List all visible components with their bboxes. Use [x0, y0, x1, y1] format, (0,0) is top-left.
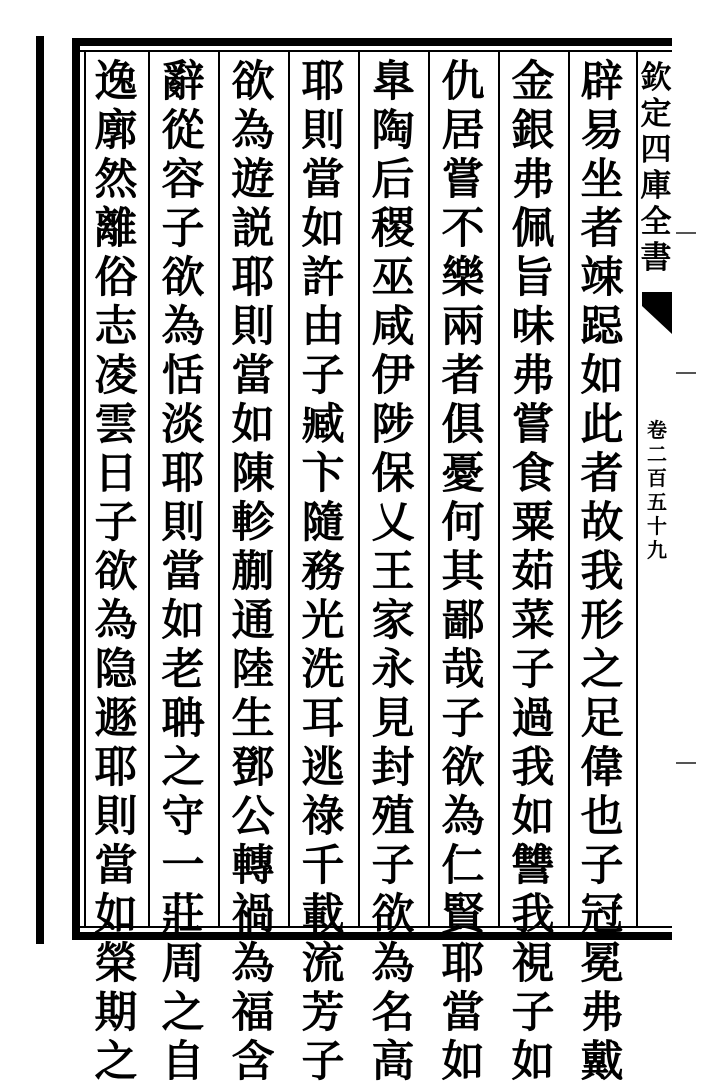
- volume-char: 十: [647, 514, 667, 538]
- text-char: 軫: [231, 498, 275, 548]
- text-char: 伊: [371, 351, 415, 401]
- margin-title-char: 四: [640, 132, 672, 168]
- text-char: 旨: [511, 253, 555, 303]
- text-char: 辟: [580, 57, 624, 107]
- text-char: 耶: [161, 449, 205, 499]
- text-char: 坐: [580, 155, 624, 205]
- text-char: 高: [371, 1037, 415, 1087]
- text-char: 聃: [161, 694, 205, 744]
- text-char: 耶: [441, 939, 485, 989]
- text-char: 隨: [301, 498, 345, 548]
- text-char: 殖: [371, 792, 415, 842]
- text-char: 老: [161, 645, 205, 695]
- text-char: 當: [161, 547, 205, 597]
- column-rule: [358, 52, 360, 926]
- text-char: 淡: [161, 400, 205, 450]
- text-char: 子: [511, 645, 555, 695]
- text-char: 一: [161, 841, 205, 891]
- text-char: 為: [231, 939, 275, 989]
- text-char: 后: [371, 155, 415, 205]
- text-char: 雲: [94, 400, 138, 450]
- text-char: 鄧: [231, 743, 275, 793]
- text-char: 其: [441, 547, 485, 597]
- binding-line: [36, 36, 44, 944]
- text-char: 則: [231, 302, 275, 352]
- column-rule: [148, 52, 150, 926]
- text-char: 從: [161, 106, 205, 156]
- text-char: 之: [161, 743, 205, 793]
- text-char: 光: [301, 596, 345, 646]
- text-char: 不: [441, 204, 485, 254]
- text-char: 賢: [441, 890, 485, 940]
- frame-left-border: [72, 38, 80, 940]
- text-char: 子: [441, 694, 485, 744]
- text-char: 者: [441, 351, 485, 401]
- text-char: 我: [580, 547, 624, 597]
- column-rule-margin: [636, 52, 638, 926]
- text-char: 家: [371, 596, 415, 646]
- text-char: 辭: [161, 57, 205, 107]
- text-column-3: [433, 57, 493, 1087]
- text-char: 芳: [301, 988, 345, 1038]
- text-char: 仁: [441, 841, 485, 891]
- text-char: 臧: [301, 400, 345, 450]
- text-column-6: [223, 57, 283, 1087]
- text-char: 銀: [511, 106, 555, 156]
- text-char: 如: [441, 1037, 485, 1087]
- frame-top-border: [72, 38, 672, 46]
- text-char: 如: [161, 596, 205, 646]
- margin-title-char: 全: [640, 204, 672, 240]
- text-char: 卞: [301, 449, 345, 499]
- text-char: 憂: [441, 449, 485, 499]
- text-char: 名: [371, 988, 415, 1038]
- volume-char: 二: [647, 442, 667, 466]
- text-char: 嘗: [441, 155, 485, 205]
- text-char: 保: [371, 449, 415, 499]
- volume-char: 五: [647, 490, 667, 514]
- text-char: 樂: [441, 253, 485, 303]
- text-char: 容: [161, 155, 205, 205]
- margin-book-title: [640, 60, 672, 276]
- text-char: 公: [231, 792, 275, 842]
- text-column-1: [572, 57, 632, 1087]
- text-char: 許: [301, 253, 345, 303]
- text-char: 説: [231, 204, 275, 254]
- text-char: 嘗: [511, 400, 555, 450]
- text-char: 何: [441, 498, 485, 548]
- text-char: 我: [511, 890, 555, 940]
- text-column-5: [293, 57, 353, 1087]
- text-char: 者: [580, 449, 624, 499]
- text-char: 冕: [580, 939, 624, 989]
- text-char: 之: [94, 1037, 138, 1087]
- column-rule: [218, 52, 220, 926]
- text-char: 欲: [231, 57, 275, 107]
- text-char: 當: [94, 841, 138, 891]
- text-char: 自: [161, 1037, 205, 1087]
- text-char: 耶: [231, 253, 275, 303]
- text-char: 讐: [511, 841, 555, 891]
- margin-title-char: 欽: [640, 60, 672, 96]
- text-char: 故: [580, 498, 624, 548]
- text-char: 陶: [371, 106, 415, 156]
- text-char: 俱: [441, 400, 485, 450]
- text-char: 乂: [371, 498, 415, 548]
- text-char: 偉: [580, 743, 624, 793]
- text-char: 陸: [231, 645, 275, 695]
- text-char: 仇: [441, 57, 485, 107]
- margin-tick: [676, 232, 696, 234]
- text-char: 周: [161, 939, 205, 989]
- text-char: 如: [301, 204, 345, 254]
- text-char: 子: [161, 204, 205, 254]
- text-char: 弗: [511, 351, 555, 401]
- text-char: 子: [301, 1037, 345, 1087]
- text-char: 蒯: [231, 547, 275, 597]
- text-char: 哉: [441, 645, 485, 695]
- text-char: 子: [580, 841, 624, 891]
- text-char: 子: [511, 988, 555, 1038]
- text-char: 咸: [371, 302, 415, 352]
- text-char: 如: [231, 400, 275, 450]
- text-char: 恬: [161, 351, 205, 401]
- volume-char: 卷: [647, 418, 667, 442]
- text-char: 千: [301, 841, 345, 891]
- text-column-4: [363, 57, 423, 1087]
- fishtail-mark: [642, 306, 672, 334]
- text-char: 鄙: [441, 596, 485, 646]
- text-char: 為: [371, 939, 415, 989]
- margin-title-char: 定: [640, 96, 672, 132]
- text-char: 為: [161, 302, 205, 352]
- text-char: 兩: [441, 302, 485, 352]
- text-char: 菜: [511, 596, 555, 646]
- text-char: 遊: [231, 155, 275, 205]
- text-char: 食: [511, 449, 555, 499]
- text-char: 冠: [580, 890, 624, 940]
- text-char: 過: [511, 694, 555, 744]
- text-char: 足: [580, 694, 624, 744]
- text-char: 志: [94, 302, 138, 352]
- margin-volume-number: [644, 418, 670, 562]
- text-char: 欲: [441, 743, 485, 793]
- column-rule: [498, 52, 500, 926]
- text-char: 俗: [94, 253, 138, 303]
- frame-top-inner-border: [72, 50, 672, 52]
- column-rule: [568, 52, 570, 926]
- text-char: 如: [511, 792, 555, 842]
- text-char: 轉: [231, 841, 275, 891]
- text-char: 廓: [94, 106, 138, 156]
- text-char: 欲: [371, 890, 415, 940]
- text-char: 欲: [94, 547, 138, 597]
- text-char: 欲: [161, 253, 205, 303]
- text-char: 耶: [94, 743, 138, 793]
- text-char: 通: [231, 596, 275, 646]
- text-char: 務: [301, 547, 345, 597]
- text-char: 之: [161, 988, 205, 1038]
- text-column-8: [86, 57, 146, 1087]
- text-char: 為: [441, 792, 485, 842]
- text-char: 生: [231, 694, 275, 744]
- text-char: 守: [161, 792, 205, 842]
- text-char: 期: [94, 988, 138, 1038]
- text-char: 耳: [301, 694, 345, 744]
- text-char: 逸: [94, 57, 138, 107]
- text-char: 子: [371, 841, 415, 891]
- fishtail-mark-top: [642, 292, 672, 306]
- text-char: 跽: [580, 302, 624, 352]
- text-char: 則: [94, 792, 138, 842]
- text-char: 居: [441, 106, 485, 156]
- text-char: 然: [94, 155, 138, 205]
- text-char: 粟: [511, 498, 555, 548]
- text-char: 由: [301, 302, 345, 352]
- text-char: 戴: [580, 1037, 624, 1087]
- text-char: 福: [231, 988, 275, 1038]
- column-rule: [428, 52, 430, 926]
- text-char: 含: [231, 1037, 275, 1087]
- margin-title-char: 書: [640, 240, 672, 276]
- text-char: 如: [580, 351, 624, 401]
- text-char: 逃: [301, 743, 345, 793]
- text-char: 永: [371, 645, 415, 695]
- column-rule: [288, 52, 290, 926]
- text-char: 王: [371, 547, 415, 597]
- text-char: 也: [580, 792, 624, 842]
- text-char: 莊: [161, 890, 205, 940]
- text-char: 封: [371, 743, 415, 793]
- text-char: 則: [161, 498, 205, 548]
- text-char: 凌: [94, 351, 138, 401]
- text-char: 者: [580, 204, 624, 254]
- text-char: 之: [580, 645, 624, 695]
- text-char: 陟: [371, 400, 415, 450]
- text-char: 視: [511, 939, 555, 989]
- text-char: 為: [231, 106, 275, 156]
- text-char: 離: [94, 204, 138, 254]
- text-char: 子: [301, 351, 345, 401]
- text-char: 弗: [580, 988, 624, 1038]
- text-char: 當: [441, 988, 485, 1038]
- text-char: 祿: [301, 792, 345, 842]
- text-char: 稷: [371, 204, 415, 254]
- text-char: 巫: [371, 253, 415, 303]
- text-char: 臯: [371, 57, 415, 107]
- text-char: 易: [580, 106, 624, 156]
- text-char: 洗: [301, 645, 345, 695]
- text-char: 則: [301, 106, 345, 156]
- volume-char: 九: [647, 538, 667, 562]
- text-char: 耶: [301, 57, 345, 107]
- text-char: 我: [511, 743, 555, 793]
- text-char: 日: [94, 449, 138, 499]
- text-char: 弗: [511, 155, 555, 205]
- text-char: 當: [231, 351, 275, 401]
- margin-tick: [676, 762, 696, 764]
- text-char: 遯: [94, 694, 138, 744]
- text-char: 竦: [580, 253, 624, 303]
- volume-char: 百: [647, 466, 667, 490]
- text-char: 形: [580, 596, 624, 646]
- text-char: 此: [580, 400, 624, 450]
- text-char: 茹: [511, 547, 555, 597]
- margin-tick: [676, 372, 696, 374]
- text-column-7: [153, 57, 213, 1087]
- text-char: 子: [94, 498, 138, 548]
- text-char: 流: [301, 939, 345, 989]
- text-char: 為: [94, 596, 138, 646]
- text-char: 如: [511, 1037, 555, 1087]
- text-char: 榮: [94, 939, 138, 989]
- text-char: 見: [371, 694, 415, 744]
- text-char: 載: [301, 890, 345, 940]
- text-char: 如: [94, 890, 138, 940]
- text-char: 味: [511, 302, 555, 352]
- text-char: 金: [511, 57, 555, 107]
- text-char: 當: [301, 155, 345, 205]
- text-char: 隐: [94, 645, 138, 695]
- text-column-2: [503, 57, 563, 1087]
- text-char: 禍: [231, 890, 275, 940]
- text-char: 陳: [231, 449, 275, 499]
- text-char: 佩: [511, 204, 555, 254]
- margin-title-char: 庫: [640, 168, 672, 204]
